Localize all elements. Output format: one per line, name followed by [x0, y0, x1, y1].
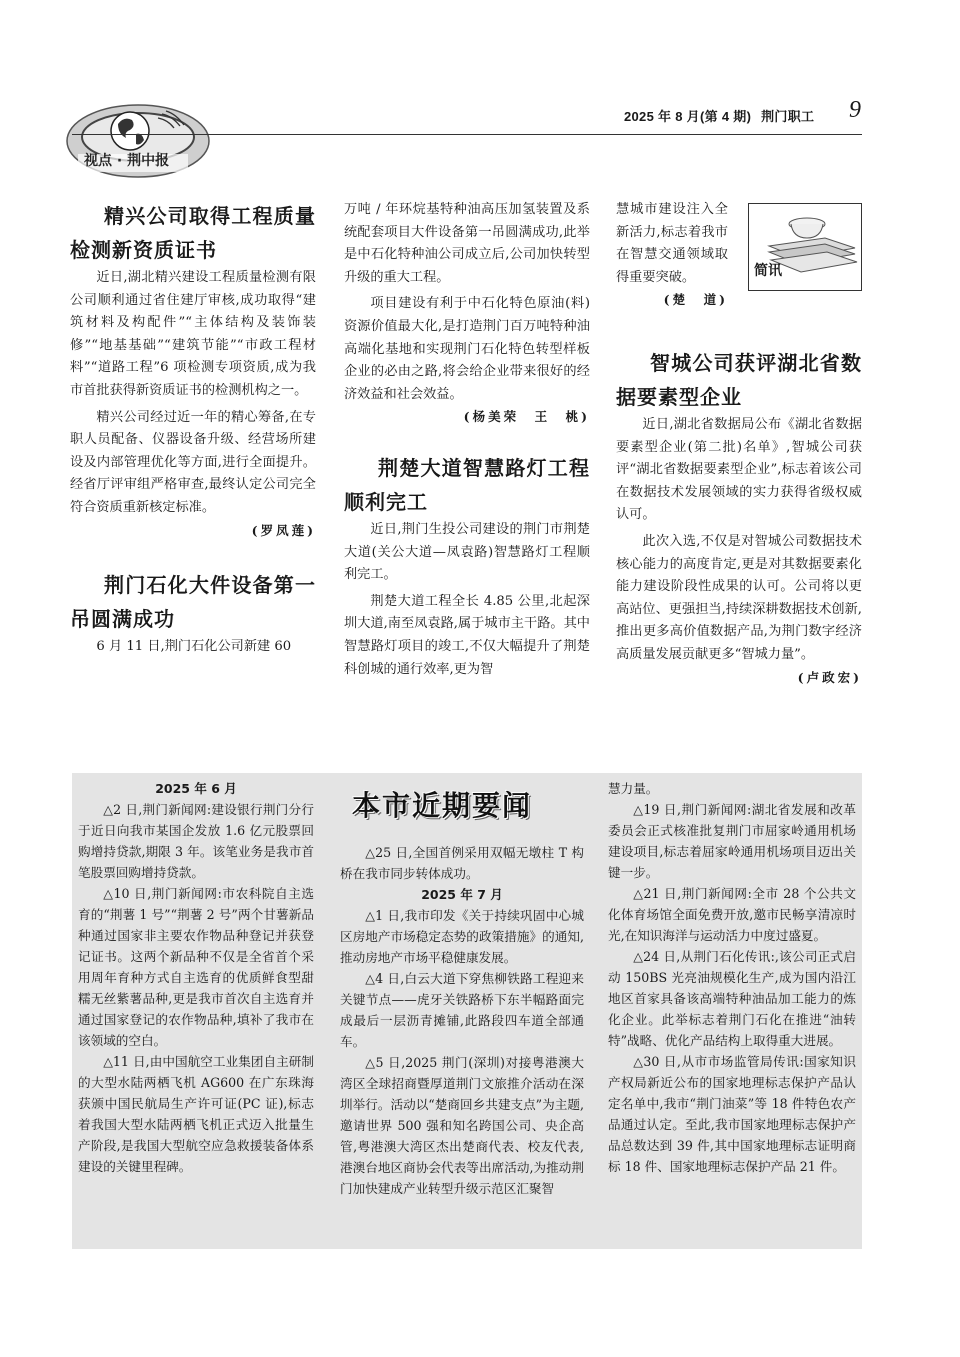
news-item: △25 日,全国首例采用双幅无墩柱 T 构桥在我市同步转体成功。	[340, 845, 584, 881]
issue-info	[624, 106, 820, 125]
news-item: △19 日,荆门新闻网:湖北省发展和改革委员会正式核准批复荆门市屈家岭通用机场建设项目,标志着屈家岭通用机场项目迈出关键一步。	[608, 802, 856, 880]
paper-name: 荆门职工	[761, 109, 815, 124]
header-divider	[72, 134, 862, 135]
paragraph: 近日,荆门生投公司建设的荆门市荆楚大道(关公大道—凤袁路)智慧路灯工程顺利完工。	[344, 521, 590, 583]
article-title: 精兴公司取得工程质量检测新资质证书	[70, 204, 316, 262]
column-1	[70, 199, 316, 659]
news-item: △1 日,我市印发《关于持续巩固中心城区房地产市场稳定态势的政策措施》的通知,推动房地产市场平稳健康发展。	[340, 908, 584, 965]
issue-date: 2025 年 8 月(第 4 期)	[624, 109, 752, 124]
news-item: △24 日,从荆门石化传讯:,该公司正式启动 150BS 光亮油规模化生产,成为国内沿江地区首家具备该高端特种油品加工能力的炼化企业。此举标志着荆门石化在推进“油转特”战略、优化产品结构上取得重大进展。	[608, 949, 856, 1048]
article-title: 荆楚大道智慧路灯工程顺利完工	[344, 455, 590, 514]
page-number: 9	[849, 97, 861, 123]
byline: (卢政宏)	[797, 669, 862, 685]
news-item: △4 日,白云大道下穿焦柳铁路工程迎来关键节点——虎牙关铁路桥下东半幅路面完成最后一层沥青摊铺,此路段四车道全部通车。	[340, 971, 584, 1049]
news-column-3	[608, 778, 856, 1177]
news-item: 慧力量。	[608, 781, 659, 796]
paragraph: 项目建设有利于中石化特色原油(料)资源价值最大化,是打造荆门百万吨特种油高端化基地和实现荆门石化特色转型样板企业的必由之路,将会给企业带来很好的经济效益和社会效益。	[344, 296, 590, 402]
paragraph: 荆楚大道工程全长 4.85 公里,北起深圳大道,南至凤袁路,属于城市主干路。其中智慧路灯项目的竣工,不仅大幅提升了荆楚科创城的通行效率,更为智	[344, 593, 590, 677]
article-title: 智城公司获评湖北省数据要素型企业	[616, 350, 862, 409]
article-title: 荆门石化大件设备第一吊圆满成功	[70, 573, 316, 632]
paragraph: 近日,湖北精兴建设工程质量检测有限公司顺利通过省住建厅审核,成功取得“建筑材料及构配件”“主体结构及装饰装修”“地基基础”“建筑节能”“市政工程材料”“道路工程”6 项检测专项资质,成为我市首批获得新资质证书的检测机构之一。	[70, 270, 316, 398]
section-label: 视点 · 荆中报	[84, 153, 170, 169]
news-item: △10 日,荆门新闻网:市农科院自主选育的“荆薯 1 号”“荆薯 2 号”两个甘薯新品种通过国家非主要农作物品种登记并获登记证书。这两个新品种不仅是全省首个采用周年育种方式自主选育的优质鲜食型甜糯无丝紫薯品种,更是我市首次自主选育并通过国家登记的农作物品种,填补了我市在该领域的空白。	[78, 886, 314, 1048]
byline: (罗凤莲)	[251, 522, 316, 538]
news-section-title: 本市近期要闻	[352, 789, 533, 822]
news-item: △2 日,荆门新闻网:建设银行荆门分行于近日向我市某国企发放 1.6 亿元股票回购增持贷款,期限 3 年。该笔业务是我市首笔股票回购增持贷款。	[78, 802, 314, 880]
paragraph: 近日,湖北省数据局公布《湖北省数据要素型企业(第二批)名单》,智城公司获评“湖北省数据要素型企业”,标志着该公司在数据技术发展领域的实力获得省级权威认可。	[616, 416, 862, 523]
news-item: △30 日,从市市场监管局传讯:国家知识产权局新近公布的国家地理标志保护产品认定名单中,我市“荆门油菜”等 18 件特色农产品通过认定。至此,我市国家地理标志保护产品总数达到 39 件,其中国家地理标志证明商标 18 件、国家地理标志保护产品 21 件。	[608, 1054, 856, 1174]
paragraph: 此次入选,不仅是对智城公司数据技术核心能力的高度肯定,更是对其数据要素化能力建设阶段性成果的认可。公司将以更高站位、更强担当,持续深耕数据技术创新,推出更多高价值数据产品,为荆门数字经济高质量发展贡献更多“智城力量”。	[616, 533, 862, 662]
paragraph: 精兴公司经过近一年的精心筹备,在专职人员配备、仪器设备升级、经营场所建设及内部管理优化等方面,进行全面提升。经省厅评审组严格审查,最终认定公司完全符合资质重新核定标准。	[70, 409, 316, 515]
news-item: △11 日,由中国航空工业集团自主研制的大型水陆两栖飞机 AG600 在广东珠海获颁中国民航局生产许可证(PC 证),标志着我国大型水陆两栖飞机正式迈入批量生产阶段,是我国大型航空应急救援装备体系建设的关键里程碑。	[78, 1054, 314, 1174]
column-2	[344, 199, 590, 681]
news-item: △21 日,荆门新闻网:全市 28 个公共文化体育场馆全面免费开放,邀市民畅享清凉时光,在知识海洋与运动活力中度过盛夏。	[608, 886, 856, 943]
byline: (楚 道)	[663, 292, 728, 308]
brief-label: 简讯	[754, 263, 782, 279]
month-heading: 2025 年 6 月	[155, 781, 237, 796]
news-column-1	[78, 778, 314, 1177]
byline: (杨美荣 王 桃)	[463, 409, 590, 425]
paragraph: 慧城市建设注入全新活力,标志着我市在智慧交通领域取得重要突破。	[616, 202, 728, 285]
paragraph: 6 月 11 日,荆门石化公司新建 60	[96, 639, 292, 655]
month-heading: 2025 年 7 月	[421, 887, 503, 902]
news-item: △5 日,2025 荆门(深圳)对接粤港澳大湾区全球招商暨厚道荆门文旅推介活动在深圳举行。活动以“楚商回乡共建支点”为主题,邀请世界 500 强和知名跨国公司、央企高管,粤港澳大湾区杰出楚商代表、校友代表,港澳台地区商协会代表等出席活动,为推动荆门加快建成产业转型升级示范区汇聚智	[340, 1055, 584, 1196]
news-column-2	[340, 842, 584, 1199]
globe-icon	[111, 112, 149, 150]
paragraph: 万吨 / 年环烷基特种油高压加氢装置及系统配套项目大件设备第一吊圆满成功,此举是中石化特种油公司成立后,公司加快转型升级的重大工程。	[344, 202, 590, 285]
